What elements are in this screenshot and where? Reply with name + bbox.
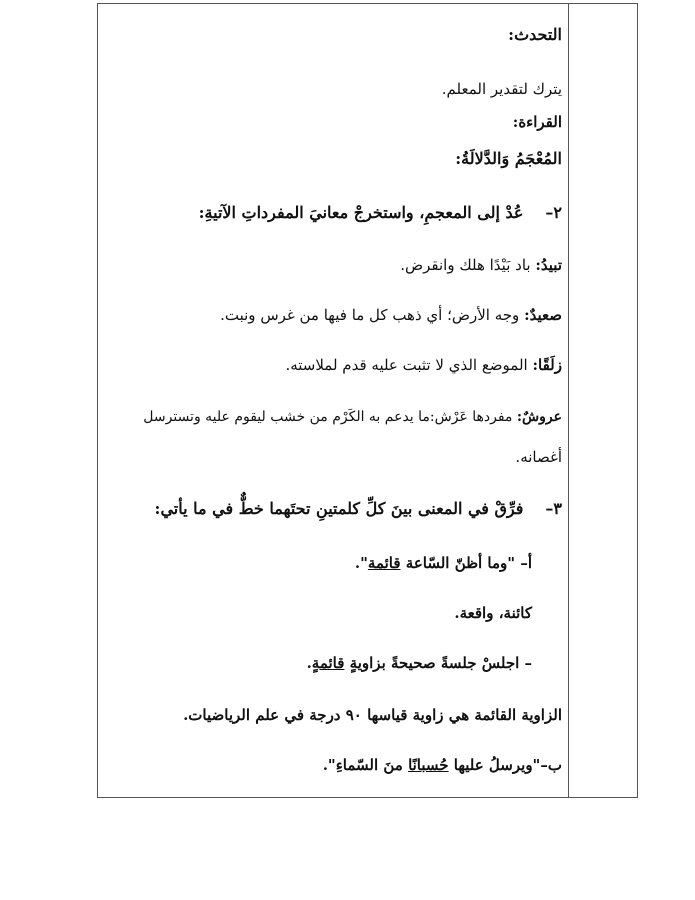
question-3-title: فرِّقْ في المعنى بينَ كلِّ كلمتينِ تحتَهما خطٌّ في ما يأتي: — [154, 499, 524, 518]
example-a2 — [110, 653, 532, 673]
vocab-item — [110, 255, 562, 275]
lexicon-subheading: المُعْجَمُ وَالدَّلالَةُ: — [455, 149, 562, 168]
example-a2-meaning: الزاوية القائمة هي زاوية قياسها ٩٠ درجة في علم الرياضيات. — [183, 706, 562, 724]
example-b-prefix: ب–"ويرسلُ عليها — [448, 756, 562, 774]
vocab-item — [110, 305, 562, 325]
question-3 — [110, 499, 562, 519]
example-a2-prefix: – اجلسْ جلسةً صحيحةً بزاويةٍ — [344, 654, 532, 672]
vocab-item — [110, 407, 562, 427]
reading-heading: القراءة: — [512, 113, 562, 131]
vocab-term: صعيدٌ: — [524, 306, 562, 324]
document-content — [110, 3, 562, 793]
margin-column-divider — [568, 3, 569, 798]
example-a2-underlined-word: قائمةٍ — [311, 654, 345, 672]
example-b — [110, 755, 562, 775]
question-3-number: ٣– — [545, 499, 562, 518]
vocab-definition: الموضع الذي لا تثبت عليه قدم لملاسته. — [285, 356, 528, 374]
example-b-suffix: منَ السّماءِ". — [322, 756, 409, 774]
example-a-prefix: أ– "وما أظنّ السّاعة — [400, 554, 532, 572]
example-a — [110, 553, 532, 573]
example-a-meaning: كائنة، واقعة. — [454, 604, 532, 622]
speaking-text: يترك لتقدير المعلم. — [441, 80, 562, 98]
example-a2-suffix: . — [306, 654, 312, 672]
speaking-heading: التحدث: — [508, 25, 562, 44]
vocab-definition: باد بَيْدًا هلك وانقرض. — [400, 256, 531, 274]
question-2 — [110, 203, 562, 223]
question-2-title: عُدْ إلى المعجمِ، واستخرجْ معانيَ المفرداتِ الآتيةِ: — [198, 203, 524, 222]
vocab-term: عروشٌ: — [516, 409, 562, 425]
example-b-underlined-word: حُسبانًا — [408, 756, 449, 774]
question-2-number: ٢– — [545, 203, 562, 222]
example-a-underlined-word: قائمة — [367, 554, 401, 572]
vocab-definition-continuation: أغصانه. — [515, 448, 562, 466]
vocab-item — [110, 355, 562, 375]
vocab-term: تبيدُ: — [535, 256, 562, 274]
vocab-definition: وجه الأرض؛ أي ذهب كل ما فيها من غرس ونبت. — [220, 306, 520, 324]
vocab-definition: مفردها عَرْش:ما يدعم به الكَرْم من خشب ليقوم عليه وتسترسل — [143, 409, 513, 425]
vocab-term: زلَقًا: — [532, 356, 562, 374]
example-a-suffix: ". — [354, 554, 368, 572]
